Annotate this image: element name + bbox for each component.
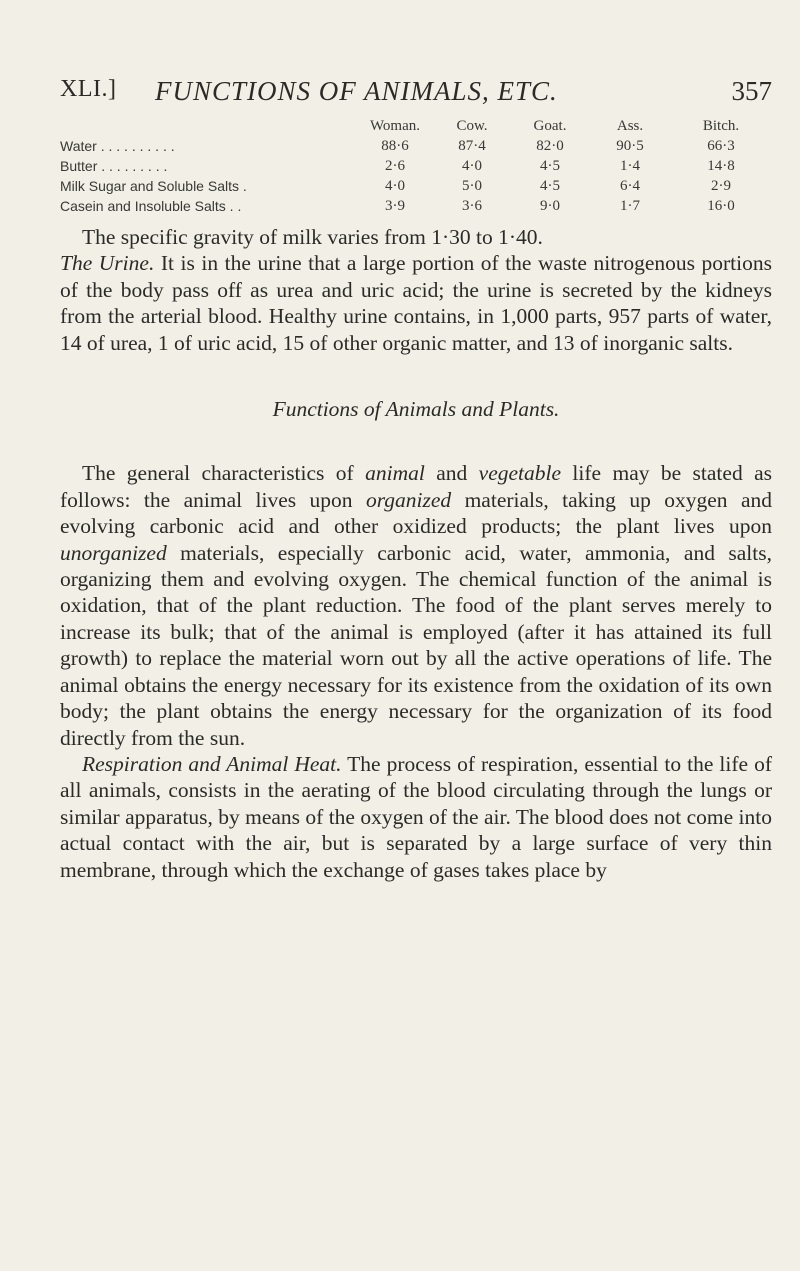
emphasis: unorganized bbox=[60, 540, 167, 565]
table-cell: 4·5 bbox=[540, 178, 560, 194]
table-cell: 4·5 bbox=[540, 158, 560, 174]
table-cell: 82·0 bbox=[536, 138, 564, 154]
row-label: Butter . . . . . . . . . bbox=[60, 158, 168, 174]
emphasis: organized bbox=[365, 487, 452, 512]
column-header: Goat. bbox=[533, 118, 567, 134]
row-label: Water . . . . . . . . . . bbox=[60, 138, 175, 154]
paragraph-urine bbox=[60, 250, 772, 356]
table-cell: 14·8 bbox=[707, 158, 735, 174]
text-run: The general characteristics of bbox=[82, 461, 366, 486]
table-cell: 2·9 bbox=[711, 178, 731, 194]
table-row bbox=[60, 196, 772, 216]
row-label: Casein and Insoluble Salts . . bbox=[60, 198, 242, 214]
table-cell: 3·6 bbox=[462, 198, 482, 214]
table-cell: 3·9 bbox=[385, 198, 405, 214]
table-cell: 90·5 bbox=[616, 138, 644, 154]
table-corner bbox=[60, 116, 356, 136]
milk-composition-table bbox=[60, 116, 772, 216]
body-text bbox=[60, 224, 772, 883]
page-number: 357 bbox=[731, 76, 772, 106]
table-row bbox=[60, 176, 772, 196]
table-cell: 1·7 bbox=[620, 198, 640, 214]
paragraph-general-characteristics bbox=[60, 460, 772, 750]
column-header: Cow. bbox=[456, 118, 488, 134]
emphasis: animal bbox=[365, 461, 425, 486]
table-cell: 66·3 bbox=[707, 138, 735, 154]
table-cell: 6·4 bbox=[620, 178, 640, 194]
respiration-text: The process of respiration, essential to the life of all animals, consists in the aerating of the blood circulating through the lungs or similar apparatus, by means of the oxygen of the air. The blood does not come into actual contact with the air, but is separated by a large surface of very thin membrane, through which the exchange of gases takes place by bbox=[60, 751, 773, 882]
table-cell: 88·6 bbox=[381, 138, 409, 154]
text-run: life may be stated as follows: the animal lives upon bbox=[60, 461, 772, 512]
table-cell: 2·6 bbox=[385, 158, 405, 174]
row-label: Milk Sugar and Soluble Salts . bbox=[60, 178, 247, 194]
section-heading: Functions of Animals and Plants. bbox=[272, 397, 560, 422]
urine-text: It is in the urine that a large portion of the waste nitrogenous portions of the body pass off as urea and uric acid; the urine is secreted by the kidneys from the arterial blood. Healthy urine contains, in 1,000 parts, 957 parts of water, 14 of urea, 1 of uric acid, 15 of other organic matter, and 13 of inorganic salts. bbox=[60, 251, 772, 355]
respiration-heading: Respiration and Animal Heat. bbox=[82, 751, 342, 776]
text-run: materials, taking up oxygen and evolving carbonic acid and other oxidized products; the plant lives upon bbox=[60, 487, 772, 539]
chapter-number: XLI.] bbox=[60, 76, 117, 102]
column-header: Bitch. bbox=[702, 118, 740, 134]
column-header: Woman. bbox=[369, 118, 421, 134]
table-cell: 1·4 bbox=[620, 158, 640, 174]
running-head bbox=[60, 76, 772, 110]
paragraph-respiration bbox=[60, 751, 772, 883]
table-cell: 4·0 bbox=[462, 158, 482, 174]
table-header-row bbox=[60, 116, 772, 136]
table-cell: 87·4 bbox=[458, 138, 486, 154]
paragraph-specific-gravity: The specific gravity of milk varies from 1·30 to 1·40. bbox=[82, 225, 543, 249]
table-cell: 16·0 bbox=[707, 198, 735, 214]
table-row bbox=[60, 136, 772, 156]
running-title: FUNCTIONS OF ANIMALS, ETC. bbox=[155, 76, 558, 106]
emphasis: vegetable bbox=[478, 461, 562, 486]
text-run: and bbox=[424, 461, 479, 486]
urine-heading: The Urine. bbox=[60, 251, 155, 276]
column-header: Ass. bbox=[616, 118, 644, 134]
table-row bbox=[60, 156, 772, 176]
book-page bbox=[60, 0, 772, 1271]
text-run: materials, especially carbonic acid, water, ammonia, and salts, organizing them and evolving oxygen. The chemical function of the animal is oxidation, that of the plant reduction. The food of the plant serves merely to increase its bulk; that of the animal is employed (after it has attained its full growth) to replace the material worn out by all the active operations of life. The animal obtains the energy necessary for its existence from the oxidation of its own body; the plant obtains the energy necessary for the organization of its food directly from the sun. bbox=[60, 540, 772, 750]
table-cell: 4·0 bbox=[385, 178, 405, 194]
table-cell: 5·0 bbox=[462, 178, 482, 194]
table-cell: 9·0 bbox=[540, 198, 560, 214]
